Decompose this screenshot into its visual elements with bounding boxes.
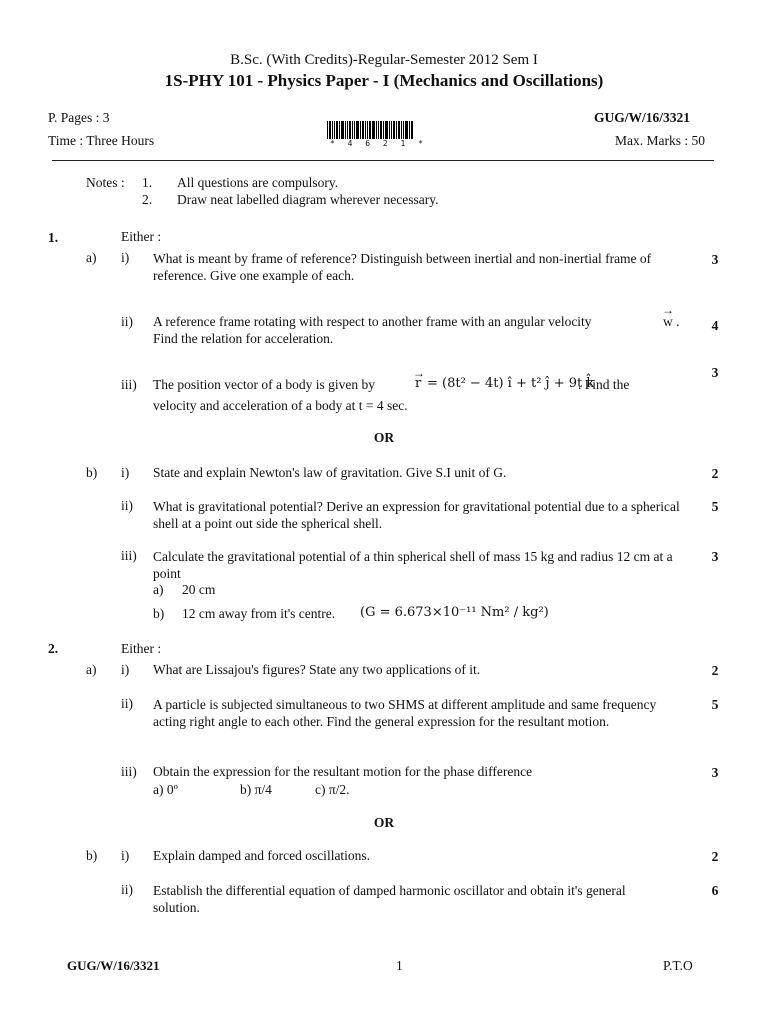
q2-b-ii-marks: 6 <box>711 883 719 898</box>
question-1-either: Either : <box>121 229 162 244</box>
question-2-number: 2. <box>48 641 59 656</box>
q1-b-i-text: State and explain Newton's law of gravitation. Give S.I unit of G. <box>153 465 507 480</box>
course-line: B.Sc. (With Credits)-Regular-Semester 2012 Sem I <box>230 52 538 68</box>
vector-arrow-r: → <box>413 366 425 380</box>
q2-a-iii-option-a: a) 0º <box>153 782 178 797</box>
question-2-either: Either : <box>121 641 162 656</box>
q1-a-i-marks: 3 <box>711 252 719 267</box>
note-1: All questions are compulsory. <box>177 175 339 190</box>
q1-a-ii-marks: 4 <box>711 318 719 333</box>
q1-a-i-number: i) <box>121 250 130 265</box>
q2-a-ii-number: ii) <box>121 696 133 711</box>
q2-b-ii-number: ii) <box>121 882 133 897</box>
q2-a-iii-option-c: c) π/2. <box>315 782 350 797</box>
q2-a-ii-text: A particle is subjected simultaneous to two SHMS at different amplitude and same frequency acting right angle to each other. Find the general expression for the resultant motion. <box>153 697 657 729</box>
page-count: P. Pages : 3 <box>48 110 110 125</box>
paper-code: GUG/W/16/3321 <box>594 110 691 125</box>
note-2-number: 2. <box>142 192 153 207</box>
vector-arrow-w: → <box>662 303 674 317</box>
barcode-image <box>327 121 413 139</box>
q2-a-iii-option-b: b) π/4 <box>240 782 272 797</box>
note-2: Draw neat labelled diagram wherever necessary. <box>177 192 439 207</box>
q1-b-iii-text: Calculate the gravitational potential of a thin spherical shell of mass 15 kg and radius 12 cm at a point <box>153 549 673 581</box>
q2-b-ii-text: Establish the differential equation of damped harmonic oscillator and obtain it's general solution. <box>153 883 626 915</box>
q1-b-label: b) <box>86 465 98 480</box>
q1-b-iii-b-text: 12 cm away from it's centre. <box>182 606 336 621</box>
q2-a-iii-number: iii) <box>121 764 137 779</box>
q2-a-i-marks: 2 <box>711 663 719 678</box>
q2-a-label: a) <box>86 662 97 677</box>
q2-a-iii-marks: 3 <box>711 765 719 780</box>
question-1-number: 1. <box>48 230 59 245</box>
footer-code: GUG/W/16/3321 <box>67 958 160 973</box>
q1-b-ii-number: ii) <box>121 498 133 513</box>
q2-a-i-number: i) <box>121 662 130 677</box>
q1-a-iii-line2: velocity and acceleration of a body at t = 4 sec. <box>153 398 408 413</box>
q1-b-i-marks: 2 <box>711 466 719 481</box>
q1-b-iii-b-number: b) <box>153 606 165 621</box>
q2-b-label: b) <box>86 848 98 863</box>
q1-a-iii-post: . Find the <box>578 377 630 392</box>
q1-b-iii-marks: 3 <box>711 549 719 564</box>
footer-pto: P.T.O <box>663 958 693 973</box>
q1-a-label: a) <box>86 250 97 265</box>
q1-a-iii-r: r <box>415 376 422 391</box>
q1-a-iii-marks: 3 <box>711 365 719 380</box>
q1-a-i-text: What is meant by frame of reference? Distinguish between inertial and non-inertial frame of reference. Give one example of each. <box>153 251 652 283</box>
q2-or: OR <box>373 815 395 830</box>
q1-a-ii-line1: A reference frame rotating with respect to another frame with an angular velocity <box>153 314 592 329</box>
header-divider <box>52 160 714 161</box>
q1-b-iii-a-number: a) <box>153 582 164 597</box>
q2-b-i-marks: 2 <box>711 849 719 864</box>
time-allowed: Time : Three Hours <box>48 133 155 148</box>
footer-page-number: 1 <box>396 958 403 973</box>
q1-a-ii-number: ii) <box>121 314 133 329</box>
note-1-number: 1. <box>142 175 153 190</box>
q1-b-i-number: i) <box>121 465 130 480</box>
q1-b-ii-marks: 5 <box>711 499 719 514</box>
q1-b-iii-gravity-constant: (G = 6.673×10⁻¹¹ Nm² / kg²) <box>360 605 549 620</box>
q2-a-i-text: What are Lissajou's figures? State any two applications of it. <box>153 662 481 677</box>
q1-or: OR <box>373 430 395 445</box>
q1-a-ii-line2: Find the relation for acceleration. <box>153 331 334 346</box>
q1-a-iii-expression: = (8t² − 4t) î + t² ĵ + 9t k̂ <box>427 376 595 391</box>
q1-b-ii-text: What is gravitational potential? Derive an expression for gravitational potential due to a spherical shell at a point out side the spherical shell. <box>153 499 680 531</box>
paper-title: 1S-PHY 101 - Physics Paper - I (Mechanics and Oscillations) <box>164 71 604 90</box>
q2-b-i-text: Explain damped and forced oscillations. <box>153 848 371 863</box>
barcode-number: * 4 6 2 1 * <box>330 139 427 148</box>
q2-a-ii-marks: 5 <box>711 697 719 712</box>
q2-a-iii-text: Obtain the expression for the resultant motion for the phase difference <box>153 764 533 779</box>
q1-b-iii-number: iii) <box>121 548 137 563</box>
q1-b-iii-a-text: 20 cm <box>182 582 216 597</box>
notes-label: Notes : <box>86 175 125 190</box>
q1-a-ii-omega: w . <box>663 314 680 329</box>
q1-a-iii-pre: The position vector of a body is given by <box>153 377 375 392</box>
q2-b-i-number: i) <box>121 848 130 863</box>
max-marks: Max. Marks : 50 <box>615 133 705 148</box>
q1-a-iii-number: iii) <box>121 377 137 392</box>
